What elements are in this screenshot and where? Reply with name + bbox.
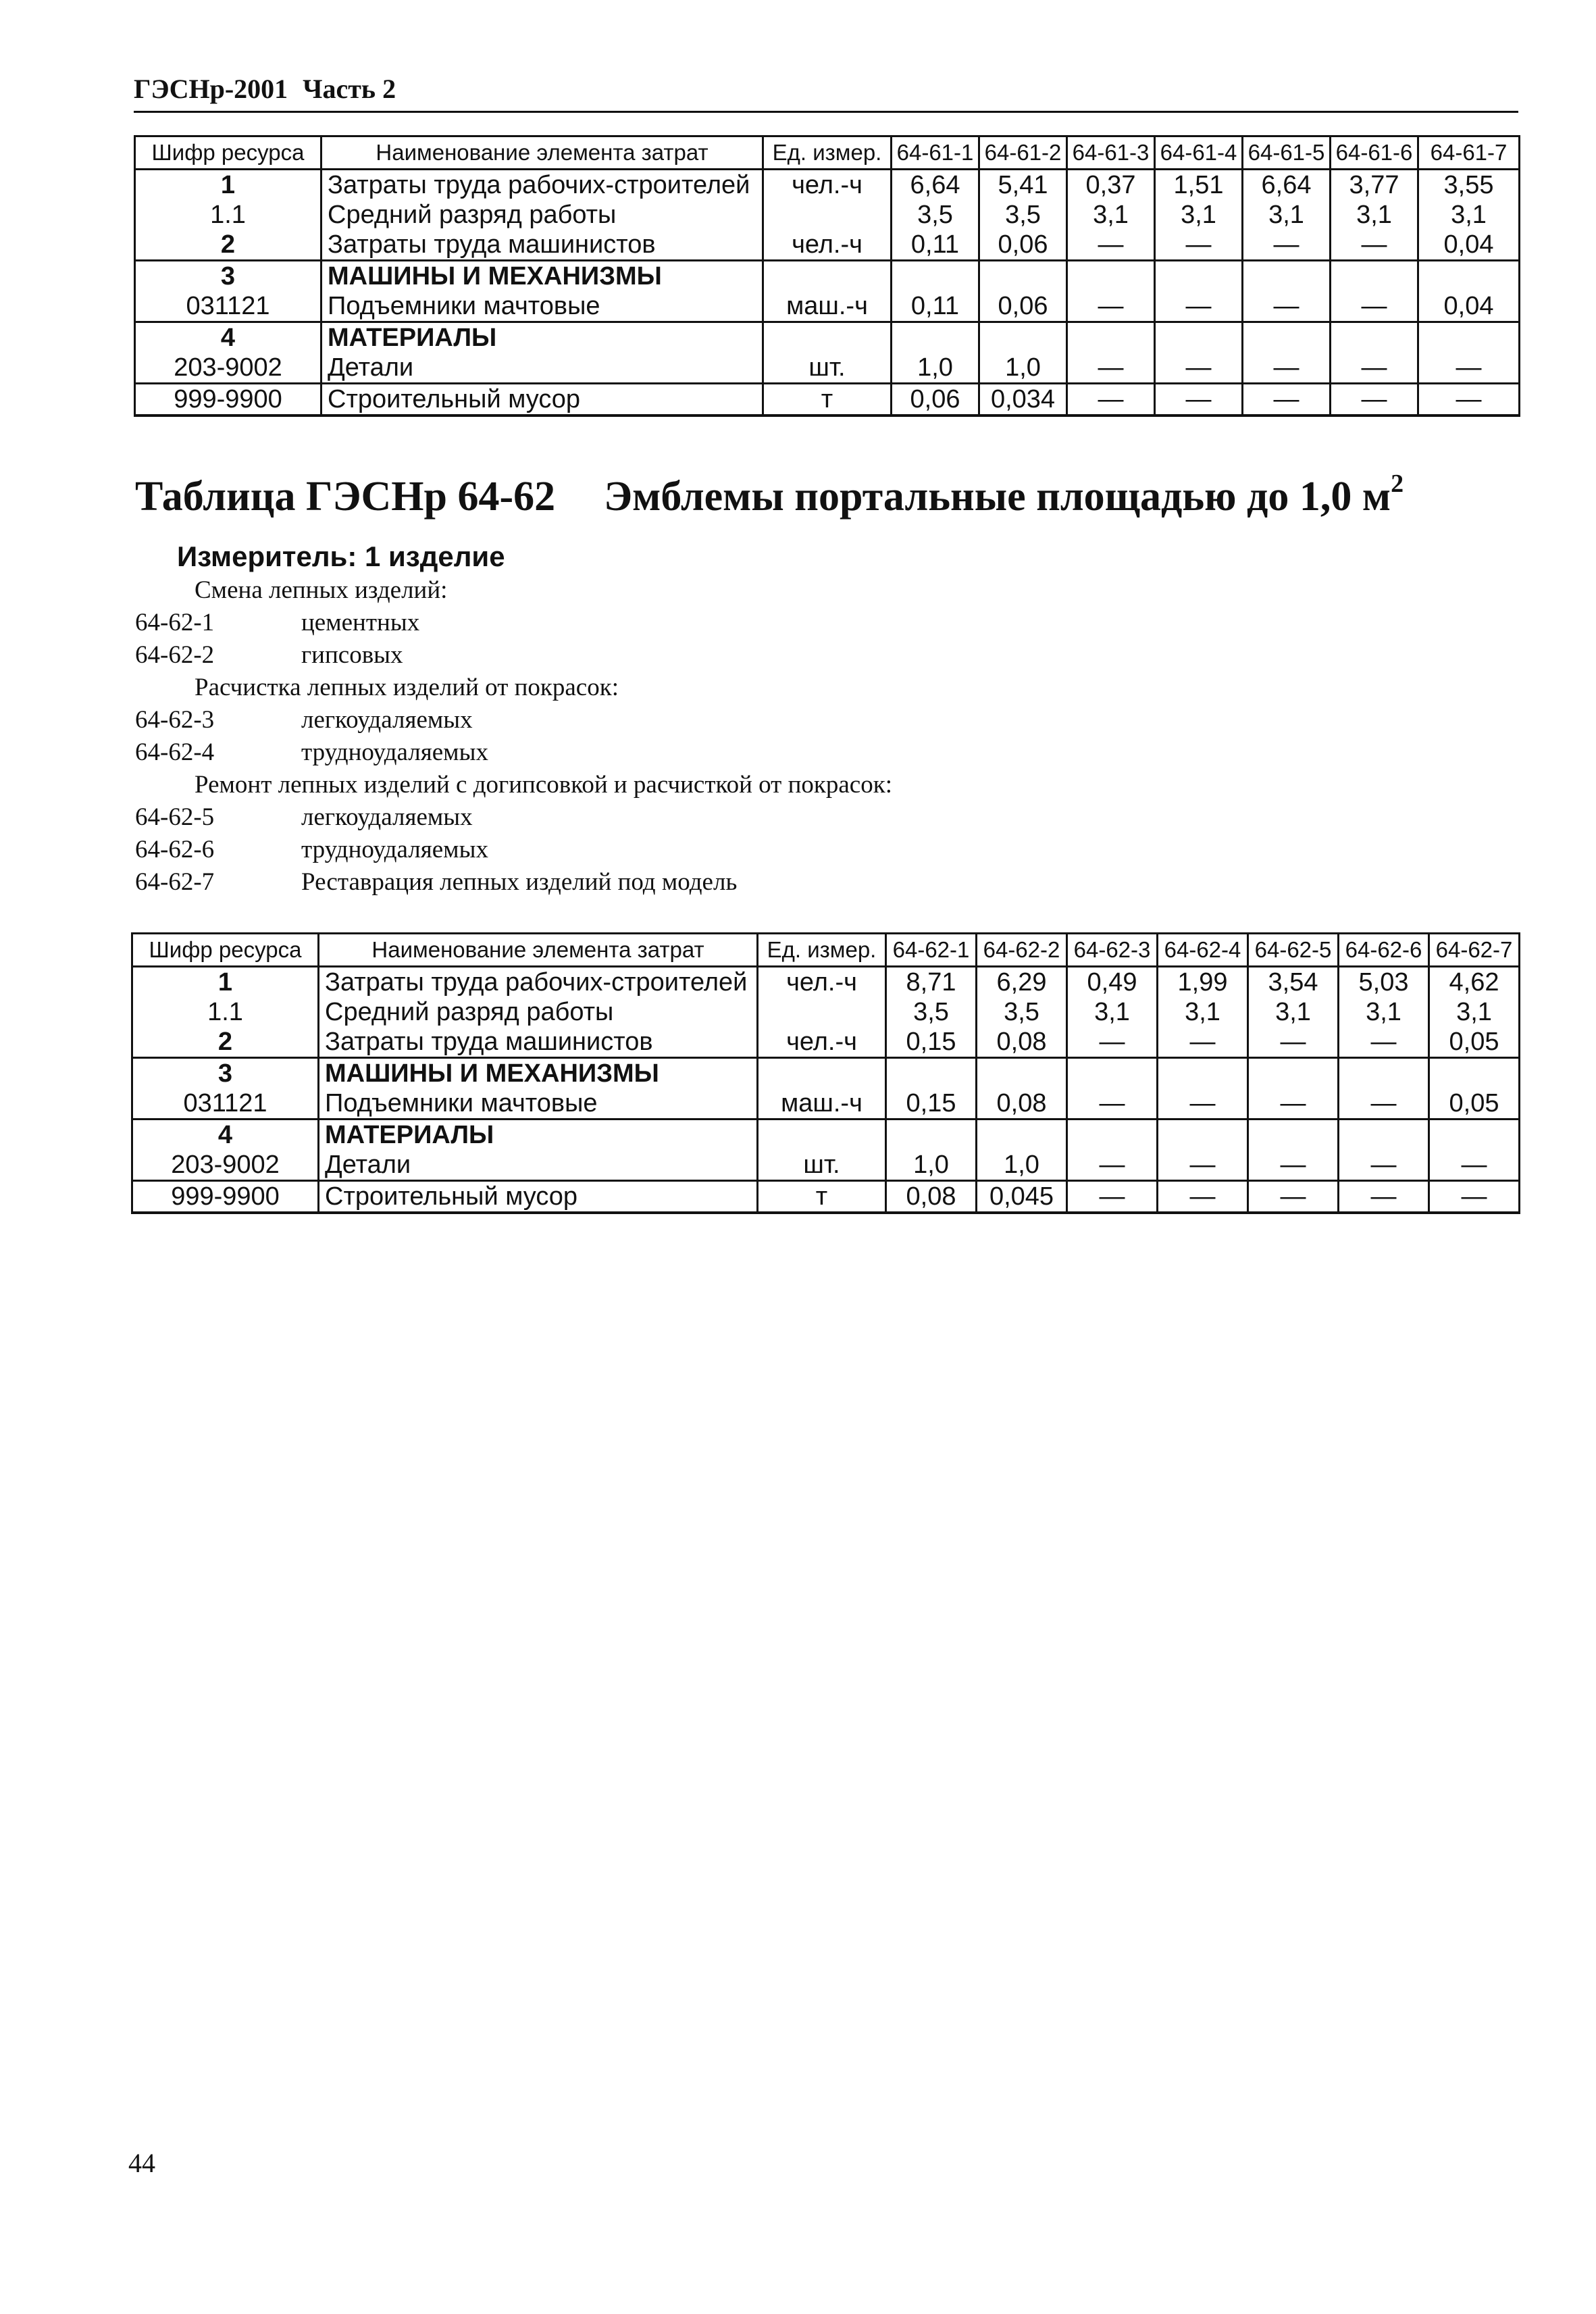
value-cell: — bbox=[1067, 1088, 1158, 1120]
work-item bbox=[135, 639, 892, 672]
work-code: 64-62-1 bbox=[135, 609, 215, 636]
work-code: 64-62-4 bbox=[135, 738, 215, 766]
value-cell: — bbox=[1067, 291, 1155, 322]
value-cell: 1,99 bbox=[1158, 967, 1248, 998]
value-cell bbox=[1331, 261, 1418, 292]
value-cell bbox=[1339, 1120, 1429, 1151]
value-cell: 0,04 bbox=[1418, 291, 1520, 322]
cost-element-name: Затраты труда рабочих-строителей bbox=[321, 170, 763, 201]
value-cell bbox=[1331, 322, 1418, 353]
value-cell: 1,0 bbox=[977, 1150, 1067, 1181]
work-item bbox=[135, 607, 892, 639]
header-norm: 64-62-7 bbox=[1429, 934, 1520, 967]
work-description: Реставрация лепных изделий под модель bbox=[301, 868, 738, 896]
value-cell: — bbox=[1158, 1150, 1248, 1181]
value-cell: — bbox=[1429, 1181, 1520, 1213]
value-cell: — bbox=[1243, 384, 1331, 416]
value-cell: 0,15 bbox=[886, 1027, 977, 1058]
table-row bbox=[135, 200, 1520, 230]
table-row bbox=[135, 291, 1520, 322]
value-cell bbox=[892, 322, 979, 353]
value-cell: — bbox=[1331, 384, 1418, 416]
value-cell: — bbox=[1339, 1027, 1429, 1058]
header-norm: 64-62-5 bbox=[1248, 934, 1339, 967]
unit-cell: т bbox=[763, 384, 892, 416]
value-cell: — bbox=[1067, 1150, 1158, 1181]
table-row bbox=[132, 1120, 1520, 1151]
work-code: 64-62-2 bbox=[135, 641, 215, 669]
value-cell: — bbox=[1067, 384, 1155, 416]
resource-code: 4 bbox=[132, 1120, 319, 1151]
table-row bbox=[132, 1058, 1520, 1089]
cost-element-name: Подъемники мачтовые bbox=[321, 291, 763, 322]
header-code: Шифр ресурса bbox=[132, 934, 319, 967]
value-cell: — bbox=[1067, 353, 1155, 384]
work-item bbox=[135, 834, 892, 866]
value-cell: — bbox=[1155, 230, 1243, 261]
value-cell: 0,045 bbox=[977, 1181, 1067, 1213]
table-row bbox=[135, 230, 1520, 261]
value-cell bbox=[892, 261, 979, 292]
table-header-row bbox=[132, 934, 1520, 967]
unit-cell: чел.-ч bbox=[763, 230, 892, 261]
value-cell: 0,37 bbox=[1067, 170, 1155, 201]
value-cell: 0,11 bbox=[892, 230, 979, 261]
table-row bbox=[132, 967, 1520, 998]
table-name: Эмблемы портальные площадью до 1,0 м bbox=[604, 474, 1391, 520]
value-cell bbox=[1339, 1058, 1429, 1089]
header-rule bbox=[134, 111, 1518, 113]
cost-element-name: Затраты труда машинистов bbox=[319, 1027, 758, 1058]
header-name: Наименование элемента затрат bbox=[319, 934, 758, 967]
unit-cell: маш.-ч bbox=[758, 1088, 886, 1120]
value-cell bbox=[979, 261, 1067, 292]
standard-name: ГЭСНр-2001 bbox=[134, 74, 288, 104]
page-number: 44 bbox=[128, 2148, 155, 2178]
value-cell: — bbox=[1331, 353, 1418, 384]
work-code: 64-62-3 bbox=[135, 706, 215, 734]
value-cell: — bbox=[1248, 1088, 1339, 1120]
work-group-heading: Смена лепных изделий: bbox=[195, 576, 448, 604]
value-cell: 3,5 bbox=[886, 997, 977, 1027]
value-cell bbox=[1067, 261, 1155, 292]
value-cell: 3,77 bbox=[1331, 170, 1418, 201]
value-cell: 3,54 bbox=[1248, 967, 1339, 998]
unit-cell bbox=[758, 1058, 886, 1089]
value-cell: — bbox=[1155, 384, 1243, 416]
resource-code: 999-9900 bbox=[132, 1181, 319, 1213]
cost-element-name: Подъемники мачтовые bbox=[319, 1088, 758, 1120]
header-norm: 64-61-2 bbox=[979, 136, 1067, 170]
unit-cell: шт. bbox=[758, 1150, 886, 1181]
table-number: Таблица ГЭСНр 64-62 bbox=[135, 474, 556, 520]
resource-code: 203-9002 bbox=[135, 353, 321, 384]
header-norm: 64-61-3 bbox=[1067, 136, 1155, 170]
value-cell: 8,71 bbox=[886, 967, 977, 998]
value-cell: 1,0 bbox=[979, 353, 1067, 384]
value-cell bbox=[1429, 1058, 1520, 1089]
resource-code: 2 bbox=[132, 1027, 319, 1058]
value-cell: — bbox=[1339, 1181, 1429, 1213]
value-cell: — bbox=[1418, 353, 1520, 384]
resource-code: 4 bbox=[135, 322, 321, 353]
cost-element-name: Средний разряд работы bbox=[321, 200, 763, 230]
header-norm: 64-62-4 bbox=[1158, 934, 1248, 967]
value-cell: 3,5 bbox=[892, 200, 979, 230]
value-cell: — bbox=[1067, 1181, 1158, 1213]
header-norm: 64-61-5 bbox=[1243, 136, 1331, 170]
value-cell: — bbox=[1418, 384, 1520, 416]
work-group-heading: Ремонт лепных изделий с догипсовкой и расчисткой от покрасок: bbox=[195, 771, 892, 799]
value-cell bbox=[886, 1120, 977, 1151]
value-cell: 3,1 bbox=[1155, 200, 1243, 230]
unit-cell bbox=[763, 261, 892, 292]
resource-code: 031121 bbox=[135, 291, 321, 322]
value-cell: 0,15 bbox=[886, 1088, 977, 1120]
work-description: трудноудаляемых bbox=[301, 836, 488, 863]
table-row bbox=[132, 1088, 1520, 1120]
unit-cell bbox=[758, 1120, 886, 1151]
value-cell: 6,64 bbox=[1243, 170, 1331, 201]
value-cell: 0,06 bbox=[979, 291, 1067, 322]
value-cell: 3,55 bbox=[1418, 170, 1520, 201]
cost-element-name: Детали bbox=[319, 1150, 758, 1181]
value-cell: — bbox=[1158, 1181, 1248, 1213]
resource-table-64-62 bbox=[131, 932, 1520, 1214]
cost-element-name: Затраты труда машинистов bbox=[321, 230, 763, 261]
value-cell bbox=[1067, 322, 1155, 353]
work-code: 64-62-5 bbox=[135, 803, 215, 831]
resource-code: 2 bbox=[135, 230, 321, 261]
value-cell: 0,08 bbox=[886, 1181, 977, 1213]
work-description: гипсовых bbox=[301, 641, 403, 669]
value-cell: — bbox=[1155, 291, 1243, 322]
work-composition-list bbox=[135, 574, 892, 899]
cost-element-name: МАТЕРИАЛЫ bbox=[319, 1120, 758, 1151]
resource-code: 031121 bbox=[132, 1088, 319, 1120]
work-description: цементных bbox=[301, 609, 420, 636]
header-norm: 64-61-6 bbox=[1331, 136, 1418, 170]
cost-element-name: Детали bbox=[321, 353, 763, 384]
resource-code: 1 bbox=[132, 967, 319, 998]
cost-element-name: Средний разряд работы bbox=[319, 997, 758, 1027]
work-description: трудноудаляемых bbox=[301, 738, 488, 766]
value-cell bbox=[977, 1120, 1067, 1151]
table-name-superscript: 2 bbox=[1391, 470, 1404, 498]
value-cell: 0,11 bbox=[892, 291, 979, 322]
table-row bbox=[135, 384, 1520, 416]
value-cell: 0,08 bbox=[977, 1088, 1067, 1120]
header-unit: Ед. измер. bbox=[763, 136, 892, 170]
unit-cell: шт. bbox=[763, 353, 892, 384]
table-header-row bbox=[135, 136, 1520, 170]
measure-unit: Измеритель: 1 изделие bbox=[177, 540, 505, 572]
cost-element-name: МАТЕРИАЛЫ bbox=[321, 322, 763, 353]
resource-code: 999-9900 bbox=[135, 384, 321, 416]
value-cell: 3,1 bbox=[1067, 997, 1158, 1027]
work-item bbox=[135, 866, 892, 899]
value-cell: 3,1 bbox=[1339, 997, 1429, 1027]
value-cell: — bbox=[1158, 1027, 1248, 1058]
value-cell: 0,49 bbox=[1067, 967, 1158, 998]
resource-code: 1 bbox=[135, 170, 321, 201]
cost-element-name: Строительный мусор bbox=[319, 1181, 758, 1213]
unit-cell bbox=[758, 997, 886, 1027]
value-cell: 4,62 bbox=[1429, 967, 1520, 998]
unit-cell bbox=[763, 200, 892, 230]
work-group-heading: Расчистка лепных изделий от покрасок: bbox=[195, 674, 619, 701]
unit-cell: чел.-ч bbox=[763, 170, 892, 201]
value-cell bbox=[977, 1058, 1067, 1089]
work-code: 64-62-7 bbox=[135, 868, 215, 896]
value-cell bbox=[1243, 322, 1331, 353]
table-row bbox=[135, 353, 1520, 384]
table-row bbox=[132, 1150, 1520, 1181]
value-cell bbox=[1155, 261, 1243, 292]
value-cell bbox=[1067, 1058, 1158, 1089]
header-norm: 64-62-2 bbox=[977, 934, 1067, 967]
value-cell: 3,1 bbox=[1067, 200, 1155, 230]
value-cell: — bbox=[1248, 1027, 1339, 1058]
value-cell: — bbox=[1243, 353, 1331, 384]
value-cell bbox=[1248, 1120, 1339, 1151]
value-cell: — bbox=[1067, 1027, 1158, 1058]
resource-table-64-61 bbox=[134, 135, 1520, 417]
value-cell: 0,08 bbox=[977, 1027, 1067, 1058]
value-cell: 0,06 bbox=[892, 384, 979, 416]
value-cell: 3,1 bbox=[1243, 200, 1331, 230]
resource-code: 1.1 bbox=[132, 997, 319, 1027]
resource-code: 203-9002 bbox=[132, 1150, 319, 1181]
value-cell: 3,1 bbox=[1418, 200, 1520, 230]
value-cell: 1,51 bbox=[1155, 170, 1243, 201]
header-name: Наименование элемента затрат bbox=[321, 136, 763, 170]
header-unit: Ед. измер. bbox=[758, 934, 886, 967]
work-code: 64-62-6 bbox=[135, 836, 215, 863]
unit-cell: чел.-ч bbox=[758, 1027, 886, 1058]
work-item bbox=[135, 704, 892, 736]
unit-cell bbox=[763, 322, 892, 353]
header-norm: 64-62-1 bbox=[886, 934, 977, 967]
value-cell: — bbox=[1243, 291, 1331, 322]
value-cell: 0,05 bbox=[1429, 1027, 1520, 1058]
value-cell: 1,0 bbox=[892, 353, 979, 384]
header-norm: 64-62-3 bbox=[1067, 934, 1158, 967]
header-code: Шифр ресурса bbox=[135, 136, 321, 170]
value-cell: 1,0 bbox=[886, 1150, 977, 1181]
value-cell: 0,034 bbox=[979, 384, 1067, 416]
value-cell: — bbox=[1243, 230, 1331, 261]
header-norm: 64-62-6 bbox=[1339, 934, 1429, 967]
value-cell: — bbox=[1331, 291, 1418, 322]
value-cell: — bbox=[1067, 230, 1155, 261]
value-cell bbox=[1067, 1120, 1158, 1151]
value-cell: 5,41 bbox=[979, 170, 1067, 201]
cost-element-name: Затраты труда рабочих-строителей bbox=[319, 967, 758, 998]
table-row bbox=[132, 1181, 1520, 1213]
value-cell: 3,1 bbox=[1158, 997, 1248, 1027]
unit-cell: чел.-ч bbox=[758, 967, 886, 998]
running-head bbox=[134, 73, 411, 105]
resource-code: 1.1 bbox=[135, 200, 321, 230]
value-cell: 3,1 bbox=[1248, 997, 1339, 1027]
table-row bbox=[132, 997, 1520, 1027]
work-item bbox=[135, 801, 892, 834]
value-cell: — bbox=[1331, 230, 1418, 261]
resource-code: 3 bbox=[135, 261, 321, 292]
cost-element-name: Строительный мусор bbox=[321, 384, 763, 416]
work-description: легкоудаляемых bbox=[301, 706, 473, 734]
value-cell: 0,06 bbox=[979, 230, 1067, 261]
value-cell bbox=[1158, 1058, 1248, 1089]
value-cell bbox=[1243, 261, 1331, 292]
value-cell: 3,1 bbox=[1429, 997, 1520, 1027]
work-item bbox=[135, 736, 892, 769]
value-cell: 6,64 bbox=[892, 170, 979, 201]
value-cell: — bbox=[1158, 1088, 1248, 1120]
value-cell: 0,05 bbox=[1429, 1088, 1520, 1120]
table-row bbox=[135, 261, 1520, 292]
value-cell bbox=[1418, 322, 1520, 353]
value-cell bbox=[1429, 1120, 1520, 1151]
value-cell: — bbox=[1155, 353, 1243, 384]
unit-cell: т bbox=[758, 1181, 886, 1213]
cost-element-name: МАШИНЫ И МЕХАНИЗМЫ bbox=[319, 1058, 758, 1089]
value-cell: — bbox=[1248, 1150, 1339, 1181]
table-row bbox=[135, 322, 1520, 353]
value-cell: 3,1 bbox=[1331, 200, 1418, 230]
header-norm: 64-61-4 bbox=[1155, 136, 1243, 170]
value-cell: — bbox=[1339, 1150, 1429, 1181]
resource-code: 3 bbox=[132, 1058, 319, 1089]
value-cell bbox=[1155, 322, 1243, 353]
table-row bbox=[135, 170, 1520, 201]
value-cell bbox=[886, 1058, 977, 1089]
unit-cell: маш.-ч bbox=[763, 291, 892, 322]
table-row bbox=[132, 1027, 1520, 1058]
value-cell: 3,5 bbox=[977, 997, 1067, 1027]
value-cell: — bbox=[1248, 1181, 1339, 1213]
cost-element-name: МАШИНЫ И МЕХАНИЗМЫ bbox=[321, 261, 763, 292]
header-norm: 64-61-7 bbox=[1418, 136, 1520, 170]
value-cell: 6,29 bbox=[977, 967, 1067, 998]
table-title bbox=[135, 470, 1404, 521]
work-description: легкоудаляемых bbox=[301, 803, 473, 831]
value-cell: — bbox=[1339, 1088, 1429, 1120]
value-cell bbox=[979, 322, 1067, 353]
value-cell: 3,5 bbox=[979, 200, 1067, 230]
value-cell: 5,03 bbox=[1339, 967, 1429, 998]
value-cell: — bbox=[1429, 1150, 1520, 1181]
value-cell bbox=[1248, 1058, 1339, 1089]
header-norm: 64-61-1 bbox=[892, 136, 979, 170]
value-cell bbox=[1158, 1120, 1248, 1151]
part-label: Часть 2 bbox=[303, 74, 396, 104]
value-cell: 0,04 bbox=[1418, 230, 1520, 261]
value-cell bbox=[1418, 261, 1520, 292]
